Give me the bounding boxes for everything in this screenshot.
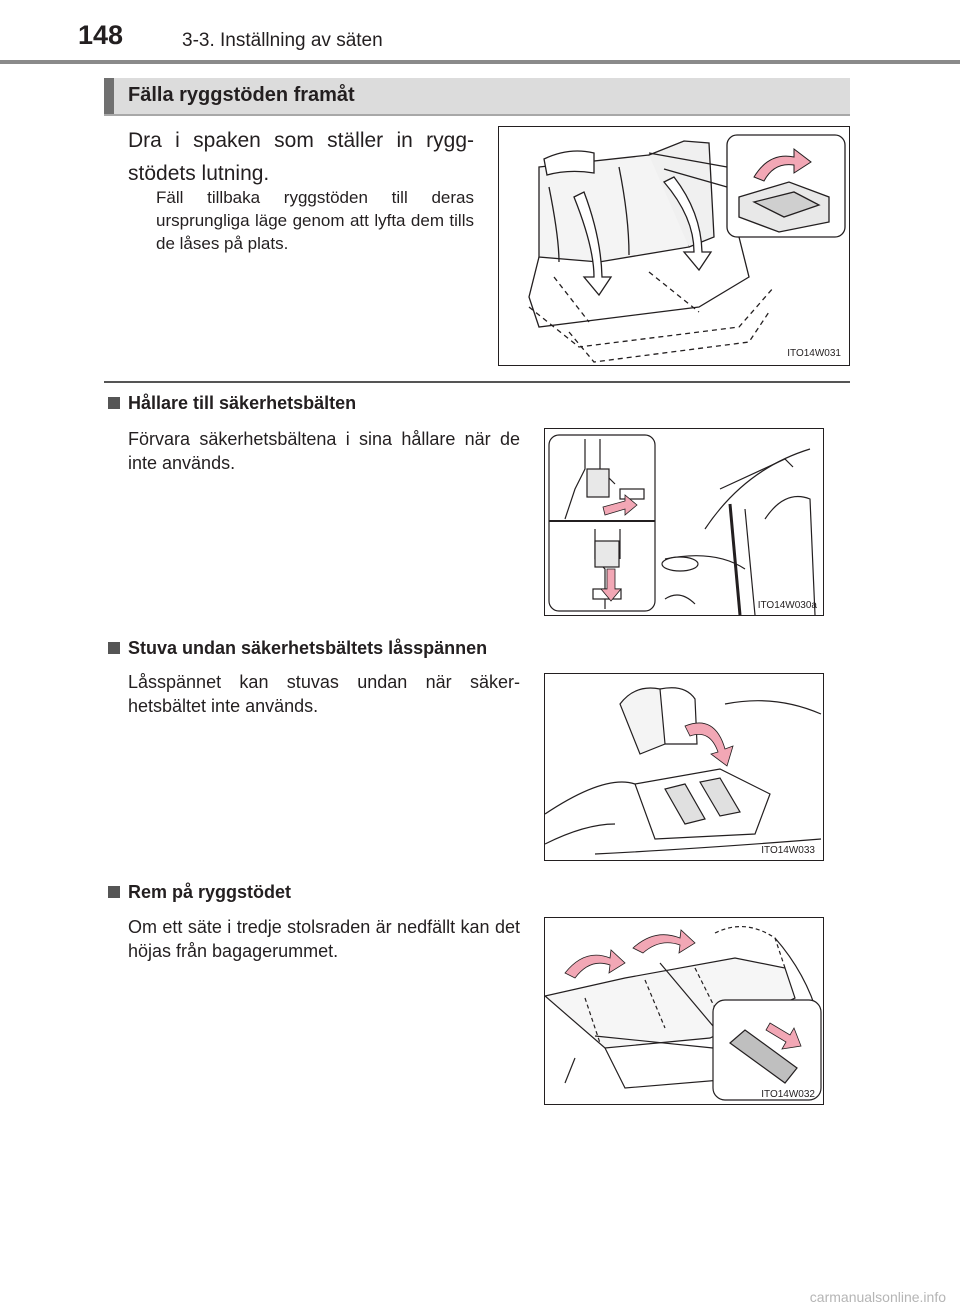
header-rule <box>0 60 960 64</box>
bullet-square-icon <box>108 397 120 409</box>
item-heading-text: Stuva undan säkerhetsbältets låsspännen <box>128 638 488 658</box>
belt-holder-illustration <box>545 429 824 616</box>
figure-buckle-stow <box>544 673 824 861</box>
buckle-stow-illustration <box>545 674 824 861</box>
section-underline <box>104 114 850 116</box>
figure-seatback-strap <box>544 917 824 1105</box>
page-number: 148 <box>78 20 124 50</box>
figure-fold-seatbacks <box>498 126 850 366</box>
section-accent <box>104 78 114 114</box>
seat-fold-illustration <box>499 127 850 366</box>
section-title: Fälla ryggstöden framåt <box>128 84 355 106</box>
figure-code: ITO14W031 <box>787 348 841 359</box>
bullet-square-icon <box>108 642 120 654</box>
item-text: Förvara säkerhetsbältena i sina hållare när de inte används. <box>128 429 520 473</box>
figure-code: ITO14W032 <box>761 1089 815 1100</box>
step-note: Fäll tillbaka ryggstöden till deras ursprungliga läge genom att lyfta dem tills de låses på plats. <box>156 188 474 253</box>
item-heading <box>108 882 291 903</box>
chapter-title: 3-3. Inställning av säten <box>182 30 383 51</box>
watermark: carmanualsonline.info <box>809 1289 946 1305</box>
step-instruction: Dra i spaken som ställer in rygg-stödets lutning. <box>128 129 474 185</box>
figure-code: ITO14W033 <box>761 845 815 856</box>
bullet-square-icon <box>108 886 120 898</box>
item-text: Låsspännet kan stuvas undan när säker-hetsbältet inte används. <box>128 672 520 716</box>
figure-belt-holder <box>544 428 824 616</box>
seatback-strap-illustration <box>545 918 824 1105</box>
section-title-bar <box>104 78 850 114</box>
item-heading <box>108 393 356 414</box>
item-heading-text: Rem på ryggstödet <box>128 882 292 902</box>
item-heading <box>108 638 487 659</box>
section-divider <box>104 381 850 383</box>
figure-code: ITO14W030a <box>757 600 817 611</box>
item-heading-text: Hållare till säkerhetsbälten <box>128 393 357 413</box>
item-text: Om ett säte i tredje stolsraden är nedfällt kan det höjas från bagagerummet. <box>128 917 520 961</box>
